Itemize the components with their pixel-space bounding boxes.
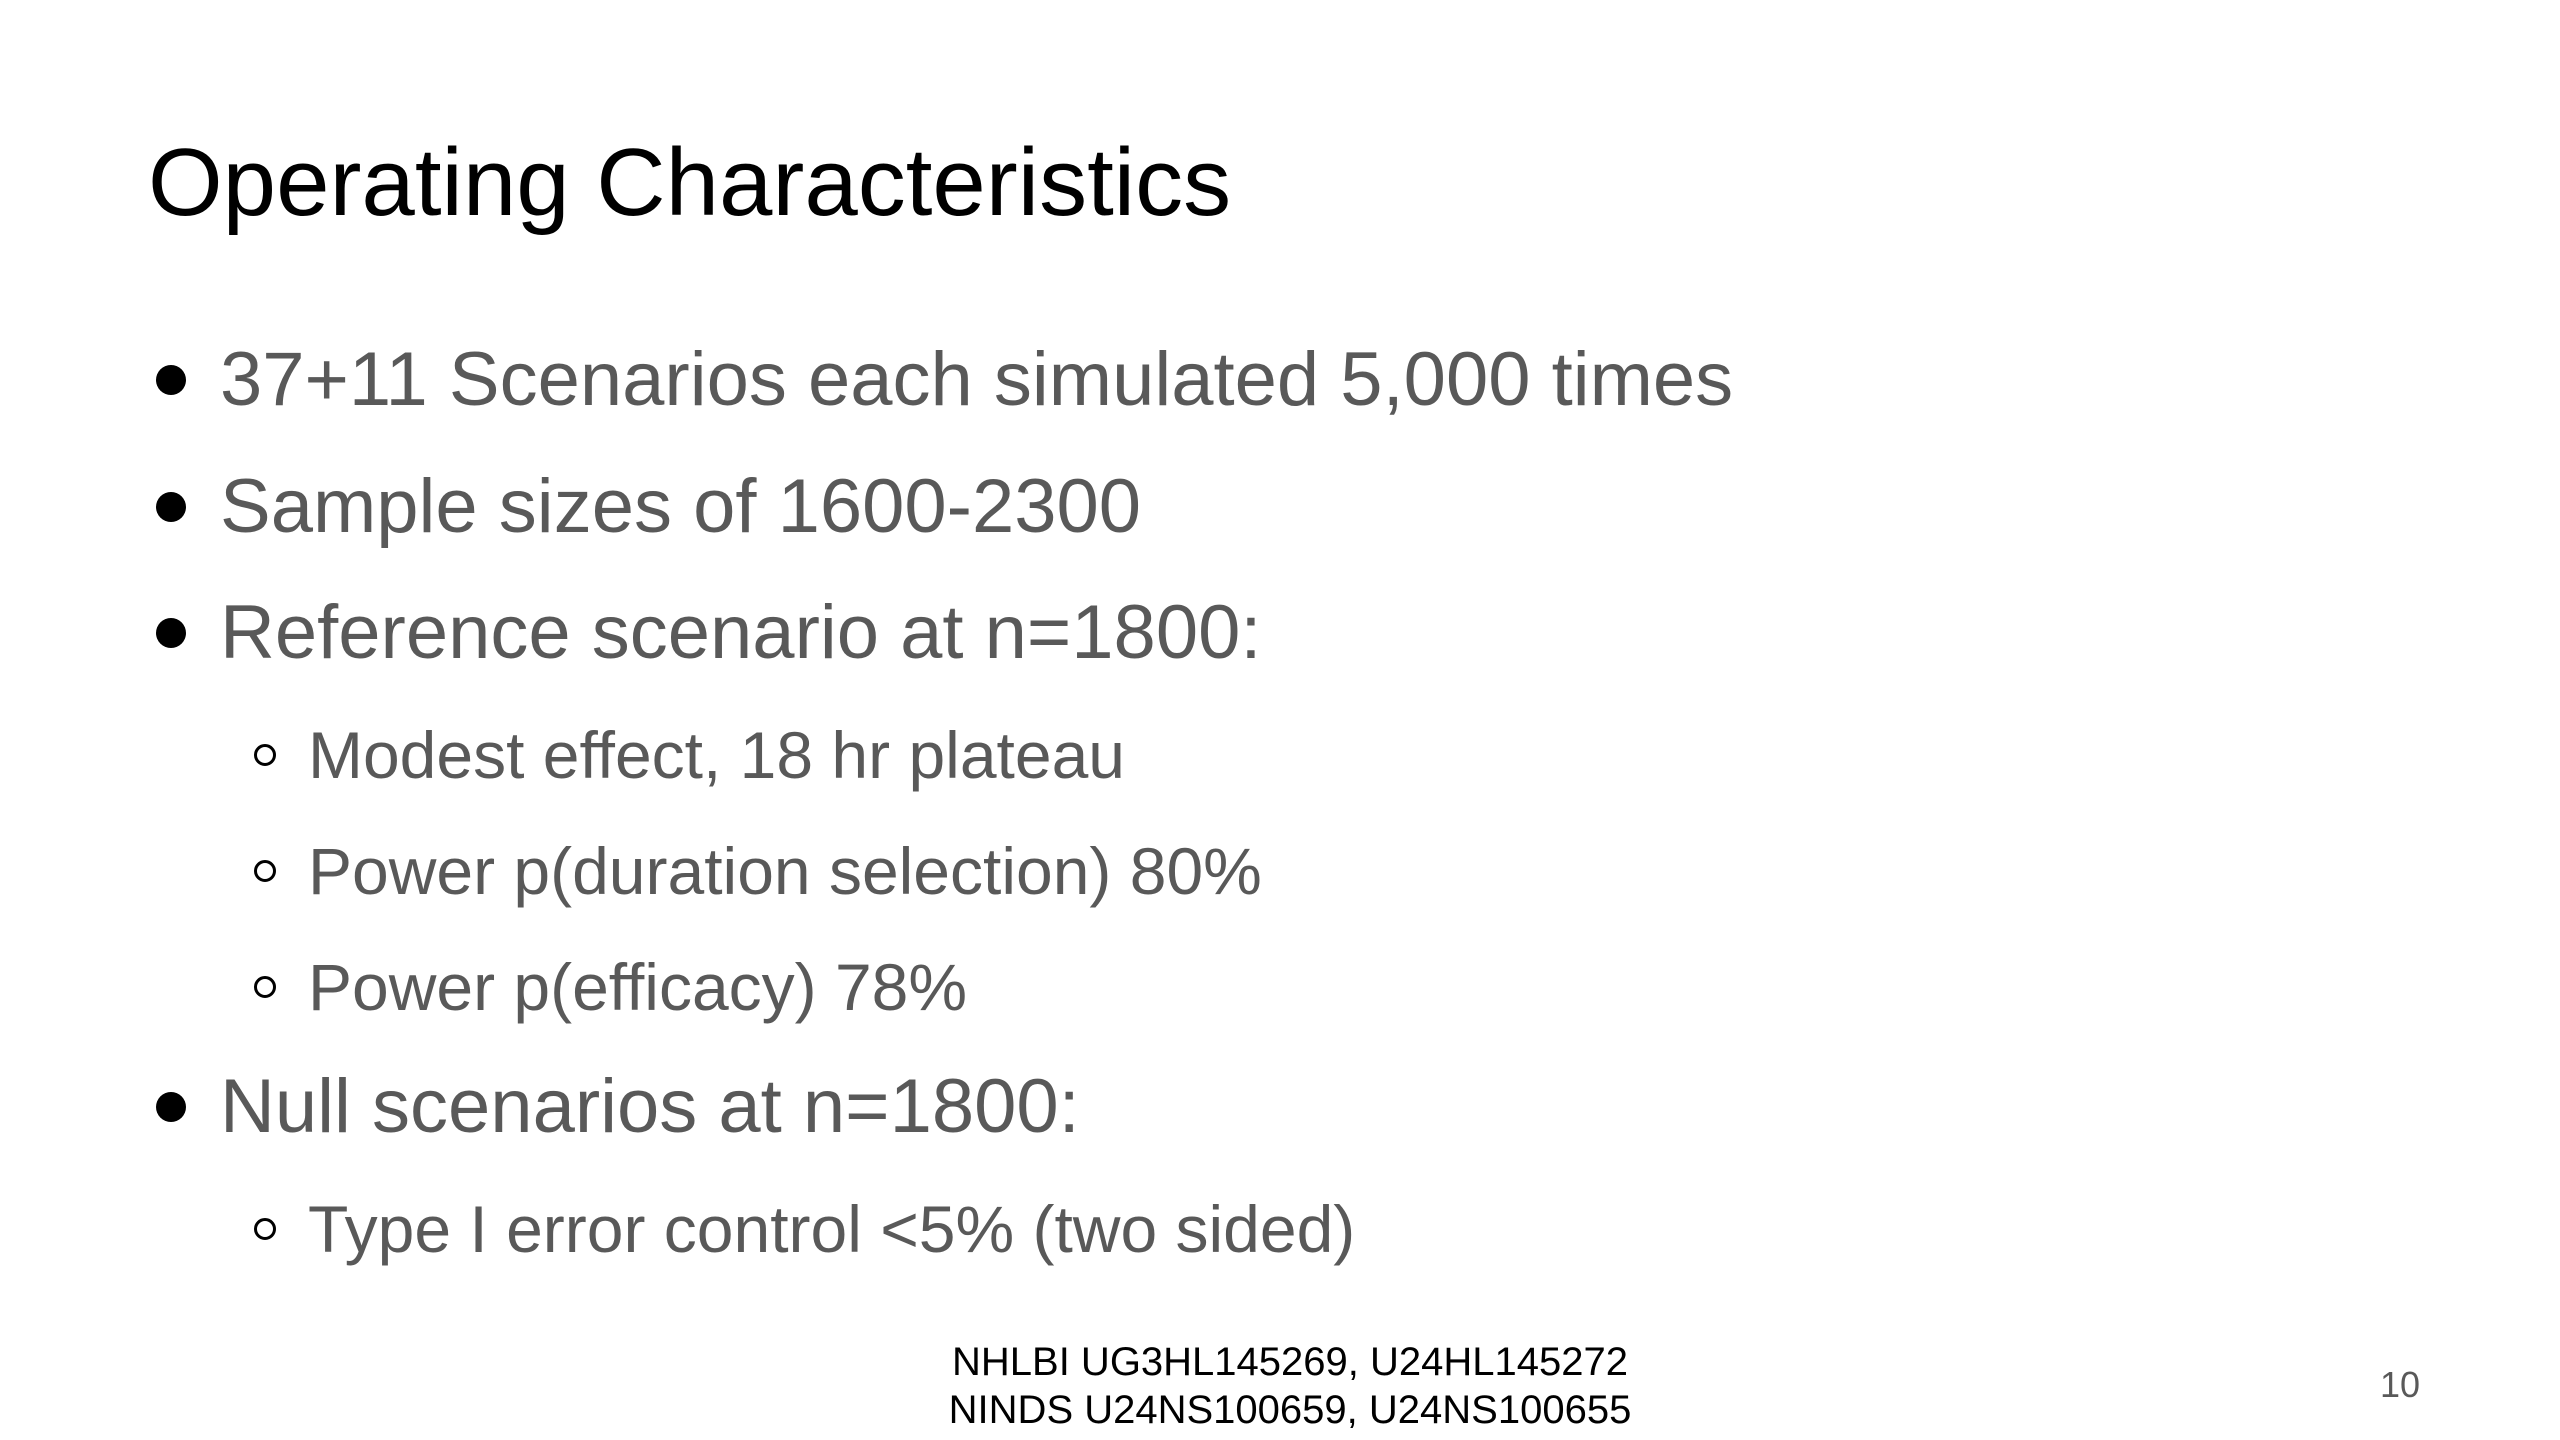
bullet-text: 37+11 Scenarios each simulated 5,000 times xyxy=(220,337,1734,422)
sub-bullet-item xyxy=(248,715,1125,795)
filled-bullet-icon xyxy=(156,492,186,522)
sub-bullet-item xyxy=(248,1189,1355,1269)
bullet-text: Sample sizes of 1600-2300 xyxy=(220,464,1142,549)
grant-footer xyxy=(840,1338,1740,1434)
page-number: 10 xyxy=(2380,1364,2421,1405)
sub-bullet-item xyxy=(248,947,967,1027)
sub-bullet-text: Modest effect, 18 hr plateau xyxy=(308,718,1125,792)
sub-bullet-text: Power p(efficacy) 78% xyxy=(308,950,968,1024)
bullet-item xyxy=(148,462,1141,552)
filled-bullet-icon xyxy=(156,1092,186,1122)
hollow-bullet-icon xyxy=(254,744,276,766)
bullet-text: Reference scenario at n=1800: xyxy=(220,590,1262,675)
bullet-item xyxy=(148,588,1261,678)
hollow-bullet-icon xyxy=(254,976,276,998)
footer-line-ninds: NINDS U24NS100659, U24NS100655 xyxy=(948,1388,1632,1432)
hollow-bullet-icon xyxy=(254,1218,276,1240)
bullet-list xyxy=(148,0,2348,1440)
sub-bullet-text: Power p(duration selection) 80% xyxy=(308,834,1262,908)
filled-bullet-icon xyxy=(156,618,186,648)
bullet-text: Null scenarios at n=1800: xyxy=(220,1064,1080,1149)
hollow-bullet-icon xyxy=(254,860,276,882)
slide-title: Operating Characteristics xyxy=(148,129,1232,236)
filled-bullet-icon xyxy=(156,365,186,395)
sub-bullet-text: Type I error control <5% (two sided) xyxy=(308,1192,1356,1266)
sub-bullet-item xyxy=(248,831,1262,911)
bullet-item xyxy=(148,335,1733,425)
footer-line-nhlbi: NHLBI UG3HL145269, U24HL145272 xyxy=(952,1340,1628,1384)
bullet-item xyxy=(148,1062,1080,1152)
